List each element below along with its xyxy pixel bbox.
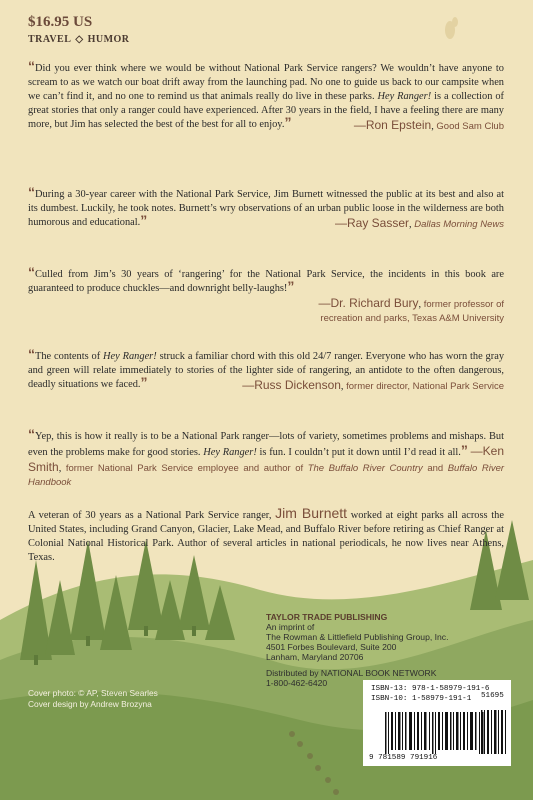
design-credit: Cover design by Andrew Brozyna xyxy=(28,699,152,709)
open-quote-icon: “ xyxy=(28,264,35,280)
quote-text-cont: is fun. I couldn’t put it down until I’d read it all. xyxy=(259,447,461,458)
publisher-line: The Rowman & Littlefield Publishing Group, Inc. xyxy=(266,632,449,642)
open-quote-icon: “ xyxy=(28,426,35,442)
publisher-line: 4501 Forbes Boulevard, Suite 200 xyxy=(266,642,397,652)
price-label: $16.95 US xyxy=(28,14,93,30)
attribution-role: former National Park Service employee and author of xyxy=(65,463,304,474)
genre-travel: TRAVEL xyxy=(28,34,72,45)
close-quote-icon: ” xyxy=(460,442,468,458)
quote-text: Did you ever think where we would be without National Park Service rangers? We wouldn’t have anyone to scream to as we watch our boat drift away from the launching pad. No one to guide us back to our campsite when we can’t find it, and no one to remind us that animals really do live in these parks. xyxy=(28,63,504,102)
attribution-role: Dallas Morning News xyxy=(414,219,504,230)
attribution-name: —Ron Epstein xyxy=(353,118,432,132)
book-title: Hey Ranger! xyxy=(203,447,257,458)
quote-text-cont: struck a familiar chord with this old 24/7 ranger. Everyone who has worn the gray and green will relate immediately to stories of the lighter side of rangering, an antidote to the often dangerous, deadly situations we faced. xyxy=(28,351,505,390)
genre-humor: HUMOR xyxy=(87,34,130,45)
price-barcode-icon xyxy=(481,702,507,754)
quote-attribution: —Dr. Richard Bury, former professor of recreation and parks, Texas A&M University xyxy=(318,296,504,324)
bio-rest: worked at eight parks all across the United States, including Grand Canyon, Glacier, Lake Mead, and Buffalo River before retiring as Chief Ranger at Colonial National Historical Park. Author of several articles in national periodicals, he now lives near Athens, Texas. xyxy=(28,510,504,563)
distributor-line: Distributed by NATIONAL BOOK NETWORK xyxy=(266,668,437,678)
attribution-name: —Ken Smith xyxy=(28,444,504,474)
quote-text: Culled from Jim’s 30 years of ‘rangering’ for the National Park Service, the incidents in this book are guaranteed to produce chuckles—and downright belly-laughs! xyxy=(28,269,504,294)
bio-lead: A veteran of 30 years as a National Park Service ranger, xyxy=(28,510,272,521)
close-quote-icon: ” xyxy=(140,374,148,390)
publisher-name: TAYLOR TRADE PUBLISHING xyxy=(266,612,388,622)
barcode-number: 9 781589 791916 xyxy=(369,754,438,762)
close-quote-icon: ” xyxy=(284,114,292,130)
attribution-name: —Ray Sasser xyxy=(335,216,410,230)
quote-text: The contents of xyxy=(35,351,101,362)
quote-text: Yep, this is how it really is to be a National Park ranger—lots of variety, sometimes problems and mishaps. But even the problems make for good stories. xyxy=(28,431,504,458)
open-quote-icon: “ xyxy=(28,346,35,362)
genre-label xyxy=(28,34,130,45)
attribution-role: Good Sam Club xyxy=(436,121,504,132)
attribution-role-cont: recreation and parks, Texas A&M University xyxy=(320,313,504,324)
isbn-13: ISBN-13: 978-1-58979-191-6 xyxy=(371,685,490,693)
attribution-book-2: Buffalo River Handbook xyxy=(28,463,505,488)
attribution-name: —Dr. Richard Bury xyxy=(318,296,419,310)
attribution-and: and xyxy=(427,463,444,474)
quote-ron-epstein xyxy=(28,58,505,134)
publisher-line: An imprint of xyxy=(266,622,315,632)
barcode-box xyxy=(363,680,511,766)
close-quote-icon: ” xyxy=(140,212,148,228)
book-title: Hey Ranger! xyxy=(377,91,432,102)
author-bio xyxy=(28,506,504,565)
isbn-10: ISBN-10: 1-58979-191-1 xyxy=(371,695,472,703)
quote-text-cont: is a collection of great stories that only a ranger could have experienced. After 30 years in the field, I have a feeling there are many more, but Jim has selected the best of the best for all to enjoy. xyxy=(28,91,505,130)
author-name: Jim Burnett xyxy=(275,505,348,521)
quote-text: During a 30-year career with the National Park Service, Jim Burnett witnessed the public at its best and also at its dumbest. Luckily, he took notes. Burnett’s wry observations of an urban public loose in the wilderness are both humorous and educational. xyxy=(28,189,504,228)
cover-credits xyxy=(28,688,158,710)
attribution-role: former professor of xyxy=(423,299,504,310)
quote-ray-sasser xyxy=(28,184,504,232)
publisher-line: Lanham, Maryland 20706 xyxy=(266,652,364,662)
photo-credit: Cover photo: © AP, Steven Searles xyxy=(28,688,158,698)
quote-russ-dickenson xyxy=(28,346,505,394)
quote-attribution: —Ray Sasser, Dallas Morning News xyxy=(335,216,504,230)
attribution-role: former director, National Park Service xyxy=(346,381,504,392)
close-quote-icon: ” xyxy=(287,278,295,294)
quote-ken-smith: “Yep, this is how it really is to be a National Park ranger—lots of variety, sometimes problems and mishaps. But even the problems make for good stories. Hey Ranger! is fun. I couldn’t put it down until I’d read it all.” —Ken Smith, former National Park Service employee and author of The Buffalo River Country and Buffalo River Handbook xyxy=(28,426,505,488)
attribution-name: —Russ Dickenson xyxy=(242,378,341,392)
distributor-phone: 1-800-462-6420 xyxy=(266,678,328,688)
quote-attribution: —Russ Dickenson, former director, National Park Service xyxy=(242,378,504,392)
quote-attribution: —Ron Epstein, Good Sam Club xyxy=(353,118,504,132)
publisher-info xyxy=(266,612,448,688)
diamond-icon: ◇ xyxy=(75,34,84,45)
attribution-book-1: The Buffalo River Country xyxy=(307,463,423,474)
open-quote-icon: “ xyxy=(28,58,35,74)
open-quote-icon: “ xyxy=(28,184,35,200)
book-title: Hey Ranger! xyxy=(103,351,157,362)
quote-richard-bury xyxy=(28,264,504,326)
price-code: 51695 xyxy=(481,692,504,700)
